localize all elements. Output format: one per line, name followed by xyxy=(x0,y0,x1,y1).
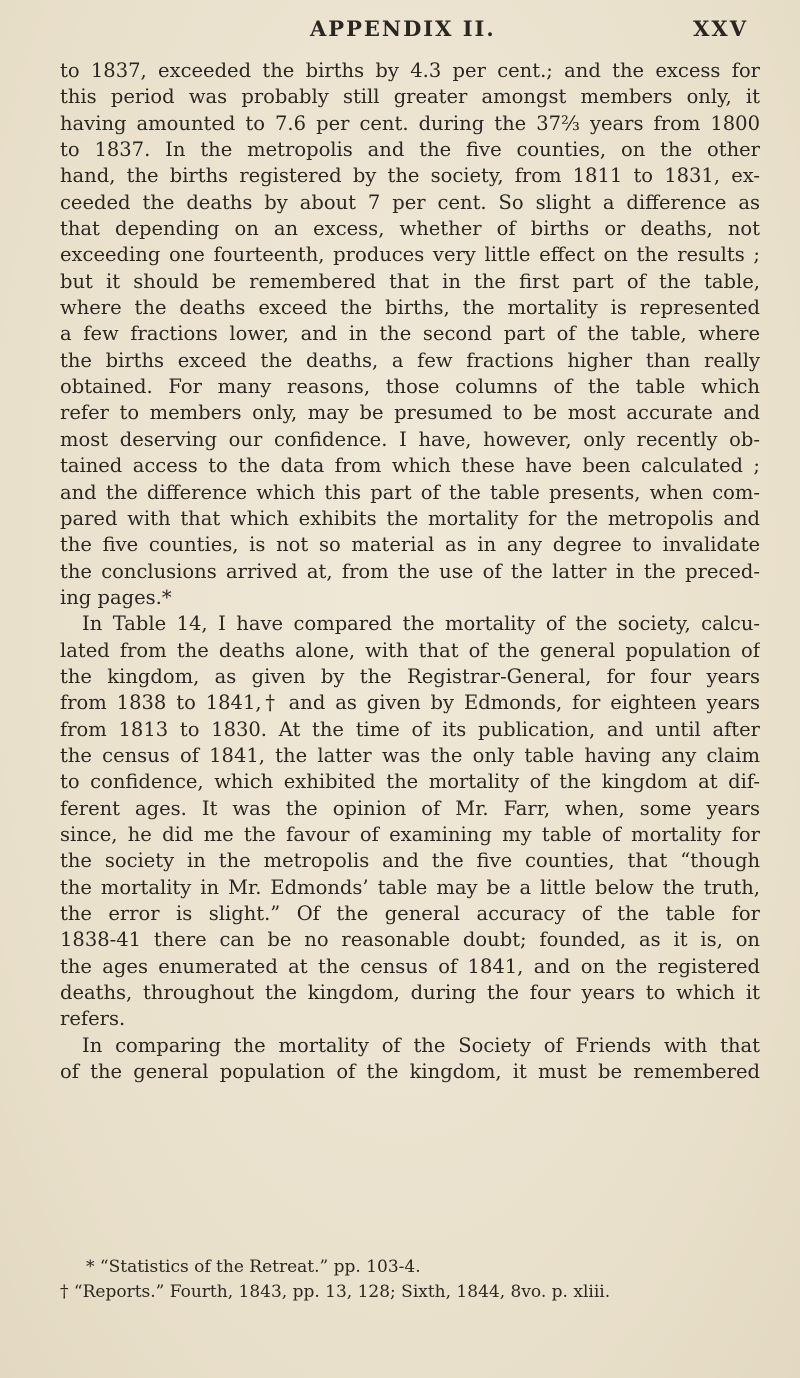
text-line: to 1837. In the metropolis and the five counties, on the other xyxy=(60,138,760,162)
footnotes xyxy=(60,1255,760,1305)
text-line: the births exceed the deaths, a few fractions higher than really xyxy=(60,348,760,372)
text-line: to 1837, exceeded the births by 4.3 per cent.; and the excess for xyxy=(60,59,760,82)
page-header xyxy=(60,16,760,48)
text-line: In comparing the mortality of the Society of Friends with that xyxy=(82,1033,760,1057)
text-line: refers. xyxy=(60,1007,126,1031)
text-line: obtained. For many reasons, those columns of the table which xyxy=(60,375,760,399)
running-head: APPENDIX II. xyxy=(310,16,496,41)
text-line: the mortality in Mr. Edmonds’ table may be a little below the truth, xyxy=(60,875,760,899)
text-line: the five counties, is not so material as in any degree to invalidate xyxy=(60,533,760,557)
text-line: the ages enumerated at the census of 1841, and on the registered xyxy=(60,954,760,978)
text-line: ferent ages. It was the opinion of Mr. Farr, when, some years xyxy=(60,796,760,820)
text-line: the kingdom, as given by the Registrar-General, for four years xyxy=(60,664,760,688)
text-line: since, he did me the favour of examining my table of mortality for xyxy=(60,822,760,846)
text-line: 1838-41 there can be no reasonable doubt; founded, as it is, on xyxy=(60,928,760,952)
text-line: from 1838 to 1841,† and as given by Edmonds, for eighteen years xyxy=(60,691,760,715)
body-text xyxy=(60,58,760,1085)
page-number: XXV xyxy=(693,16,748,41)
text-line: deaths, throughout the kingdom, during the four years to which it xyxy=(60,981,760,1005)
text-line: and the difference which this part of the table presents, when com- xyxy=(60,480,760,504)
text-line: most deserving our confidence. I have, however, only recently ob- xyxy=(60,427,760,451)
text-line: this period was probably still greater amongst members only, it xyxy=(60,85,760,109)
text-line: ceeded the deaths by about 7 per cent. So slight a difference as xyxy=(60,190,760,214)
text-line: that depending on an excess, whether of births or deaths, not xyxy=(60,217,760,241)
text-line: exceeding one fourteenth, produces very little effect on the results ; xyxy=(60,243,760,267)
text-line: hand, the births registered by the society, from 1811 to 1831, ex- xyxy=(60,164,760,188)
text-line: a few fractions lower, and in the second part of the table, where xyxy=(60,322,760,346)
text-line: having amounted to 7.6 per cent. during the 37⅔ years from 1800 xyxy=(60,111,760,135)
text-line: pared with that which exhibits the mortality for the metropolis and xyxy=(60,506,760,530)
text-line: from 1813 to 1830. At the time of its publication, and until after xyxy=(60,717,760,741)
text-line: the census of 1841, the latter was the only table having any claim xyxy=(60,743,760,767)
text-line: of the general population of the kingdom, it must be remembered xyxy=(60,1060,760,1084)
text-line: lated from the deaths alone, with that of the general population of xyxy=(60,638,760,662)
text-line: the society in the metropolis and the five counties, that “though xyxy=(60,849,760,873)
text-line: to confidence, which exhibited the mortality of the kingdom at dif- xyxy=(60,770,760,794)
text-line: tained access to the data from which these have been calculated ; xyxy=(60,454,760,478)
text-line: In Table 14, I have compared the mortality of the society, calcu- xyxy=(82,612,760,636)
text-line: refer to members only, may be presumed to be most accurate and xyxy=(60,401,760,425)
text-line: the error is slight.” Of the general accuracy of the table for xyxy=(60,902,760,925)
footnote: † “Reports.” Fourth, 1843, pp. 13, 128; Sixth, 1844, 8vo. p. xliii. xyxy=(60,1282,611,1302)
text-line: but it should be remembered that in the first part of the table, xyxy=(60,269,760,293)
text-line: the conclusions arrived at, from the use of the latter in the preced- xyxy=(60,559,760,583)
text-line: ing pages.* xyxy=(60,585,172,609)
footnote: * “Statistics of the Retreat.” pp. 103-4. xyxy=(86,1257,421,1277)
text-line: where the deaths exceed the births, the mortality is represented xyxy=(60,296,760,320)
